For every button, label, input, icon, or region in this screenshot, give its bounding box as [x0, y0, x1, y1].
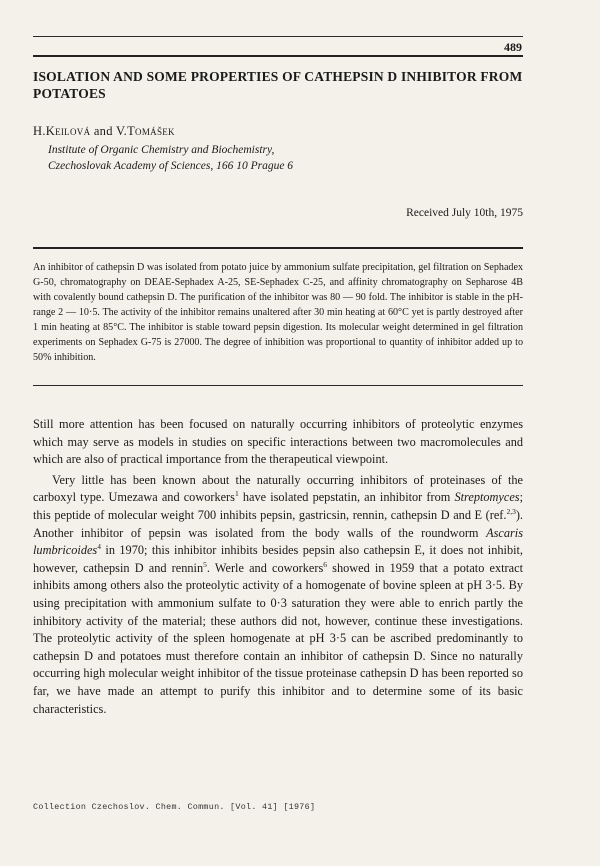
authors: [33, 124, 175, 139]
journal-footer: Collection Czechoslov. Chem. Commun. [Vol. 41] [1976]: [33, 802, 316, 812]
reference-5: 5: [203, 559, 207, 569]
reference-1: 1: [234, 489, 239, 499]
text-run: showed in 1959 that a potato extract inhibits among others also the proteolytic activity of a homogenate of bovine spleen at pH 3·5. By using precipitation with ammonium sulfate to 0·3 saturation they were able to enrich partly the inhibitory activity of the material; these authors did not, however, continue these investigations. The proteolytic activity of the spleen homogenate at pH 3·5 can be ascribed predominantly to cathepsin D and potatoes must therefore contain an inhibitor of cathepsin D. Since no naturally occurring high molecular weight inhibitor of the tissue proteinase cathepsin D has been reported so far, we have made an attempt to purify this inhibitor and to determine some of its basic characteristics.: [33, 560, 523, 716]
header-rule-bottom: [33, 55, 523, 57]
affiliation-line-2: Czechoslovak Academy of Sciences, 166 10 Prague 6: [48, 160, 294, 172]
abstract-rule-bottom: [33, 385, 523, 386]
reference-6: 6: [323, 559, 327, 569]
text-run: in 1970; this inhibitor inhibits besides pepsin also cathepsin E, it does not inhibit, however, cathepsin D and rennin: [33, 543, 523, 575]
author-conjunction: and: [93, 124, 113, 138]
author-keilova: H.Keilová: [33, 124, 91, 138]
article-title: ISOLATION AND SOME PROPERTIES OF CATHEPSIN D INHIBITOR FROM POTATOES: [33, 69, 523, 101]
author-tomasek: V.Tomášek: [115, 124, 175, 138]
species-streptomyces: Streptomyces: [454, 490, 520, 505]
text-run: Very little has been known about the naturally occurring inhibitors of proteinases of the carboxyl type. Umezawa and coworkers: [33, 472, 523, 505]
article-body: [33, 416, 523, 718]
header-rule-top: [33, 36, 523, 37]
text-run: . Werle and coworkers: [206, 560, 324, 575]
abstract-rule-top: [33, 247, 523, 249]
page-number: 489: [504, 40, 522, 54]
reference-4: 4: [97, 542, 101, 552]
species-ascaris: Ascaris lumbricoides: [33, 525, 523, 558]
reference-2-3: 2,3: [506, 506, 516, 516]
affiliation-line-1: Institute of Organic Chemistry and Biochemistry,: [48, 144, 275, 156]
body-paragraph-2: [33, 472, 523, 718]
received-date: Received July 10th, 1975: [406, 207, 523, 219]
body-paragraph-1: Still more attention has been focused on naturally occurring inhibitors of proteolytic enzymes which may serve as models in studies on specific interactions between two macromolecules and which are also of practical importance from the therapeutical viewpoint.: [33, 417, 523, 467]
text-run: have isolated pepstatin, an inhibitor from: [238, 490, 455, 505]
abstract: An inhibitor of cathepsin D was isolated from potato juice by ammonium sulfate precipitation, gel filtration on Sephadex G-50, chromatography on DEAE-Sephadex A-25, SE-Sephadex C-25, and affinity chromatography on Sepharose 4B with covalently bound cathepsin D. The purification of the inhibitor was 80 — 90 fold. The inhibitor is stable in the pH-range 2 — 10·5. The activity of the inhibitor remains unaltered after 30 min heating at 60°C yet is partly destroyed after 1 min heating at 85°C. The inhibitor is stable toward pepsin digestion. Its molecular weight determined in gel filtration experiments on Sephadex G-75 is 27000. The degree of inhibition was proportional to quantity of inhibitor added up to 50% inhibition.: [33, 262, 523, 364]
text-run: ). Another inhibitor of pepsin was isolated from the body walls of the roundworm: [33, 507, 523, 540]
text-run: ; this peptide of molecular weight 700 inhibits pepsin, gastricsin, rennin, cathepsin D and E (ref.: [33, 490, 523, 522]
affiliation: [48, 142, 293, 174]
